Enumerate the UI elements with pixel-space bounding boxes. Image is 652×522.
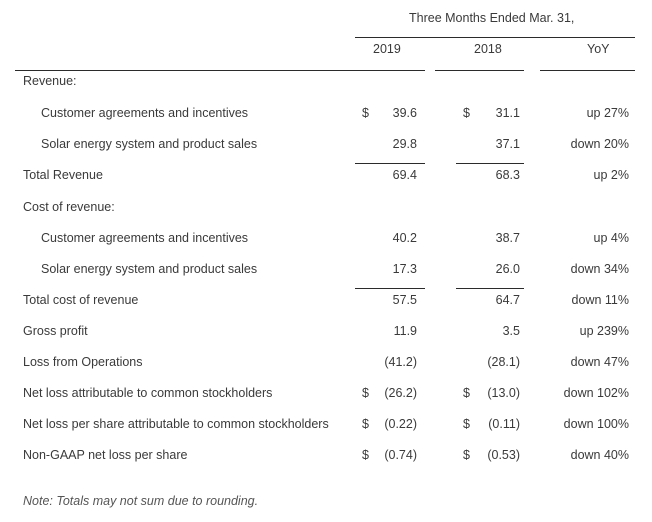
currency-symbol-2018: $ [463,106,470,120]
value-2018: (0.11) [488,417,520,431]
row-label: Revenue: [23,74,77,88]
value-2019: (0.22) [384,417,417,431]
currency-symbol-2019: $ [362,106,369,120]
yoy-change: down 34% [570,262,629,276]
subtotal-rule-2019 [355,288,425,289]
currency-symbol-2019: $ [362,417,369,431]
row-label: Loss from Operations [23,355,143,369]
value-2018: 38.7 [495,231,520,245]
value-2018: (13.0) [487,386,520,400]
row-label: Total cost of revenue [23,293,139,307]
row-label: Customer agreements and incentives [41,231,249,245]
value-2019: 39.6 [392,106,417,120]
row-label: Solar energy system and product sales [41,137,258,151]
yoy-change: down 100% [563,417,629,431]
yoy-change: up 239% [579,324,629,338]
value-2018: 26.0 [495,262,520,276]
yoy-change: down 102% [563,386,629,400]
row-label: Solar energy system and product sales [41,262,258,276]
column-header-2019: 2019 [373,42,401,56]
row-label: Non-GAAP net loss per share [23,448,188,462]
value-2019: (26.2) [384,386,417,400]
yoy-change: up 2% [593,168,629,182]
period-header: Three Months Ended Mar. 31, [409,11,575,25]
yoy-change: down 40% [570,448,629,462]
period-header-rule [355,37,635,38]
value-2018: 68.3 [495,168,520,182]
yoy-change: down 20% [570,137,629,151]
value-2018: 64.7 [495,293,520,307]
subtotal-rule-2018 [456,288,524,289]
value-2019: (0.74) [384,448,417,462]
value-2019: 69.4 [392,168,417,182]
currency-symbol-2018: $ [463,417,470,431]
currency-symbol-2018: $ [463,448,470,462]
value-2019: (41.2) [384,355,417,369]
subtotal-rule-2018 [456,163,524,164]
yoy-change: up 27% [586,106,629,120]
value-2019: 29.8 [392,137,417,151]
row-label: Customer agreements and incentives [41,106,249,120]
value-2018: (0.53) [487,448,520,462]
rounding-note: Note: Totals may not sum due to rounding. [23,494,259,508]
value-2018: 3.5 [502,324,520,338]
row-label: Net loss per share attributable to common stockholders [23,417,329,431]
value-2019: 40.2 [392,231,417,245]
yoy-change: down 11% [571,293,629,307]
row-label: Cost of revenue: [23,200,115,214]
yoy-change: down 47% [570,355,629,369]
currency-symbol-2018: $ [463,386,470,400]
subtotal-rule-2019 [355,163,425,164]
value-2018: 31.1 [495,106,520,120]
value-2019: 11.9 [393,324,417,338]
value-2018: (28.1) [487,355,520,369]
currency-symbol-2019: $ [362,448,369,462]
currency-symbol-2019: $ [362,386,369,400]
row-label: Gross profit [23,324,88,338]
row-label: Total Revenue [23,168,103,182]
row-label: Net loss attributable to common stockholders [23,386,273,400]
yoy-change: up 4% [593,231,629,245]
column-header-yoy: YoY [587,42,610,56]
value-2018: 37.1 [495,137,520,151]
header-rule-yoy [540,70,635,71]
header-rule-2018 [435,70,524,71]
column-header-2018: 2018 [474,42,502,56]
value-2019: 57.5 [392,293,417,307]
value-2019: 17.3 [392,262,417,276]
header-rule-label [15,70,425,71]
